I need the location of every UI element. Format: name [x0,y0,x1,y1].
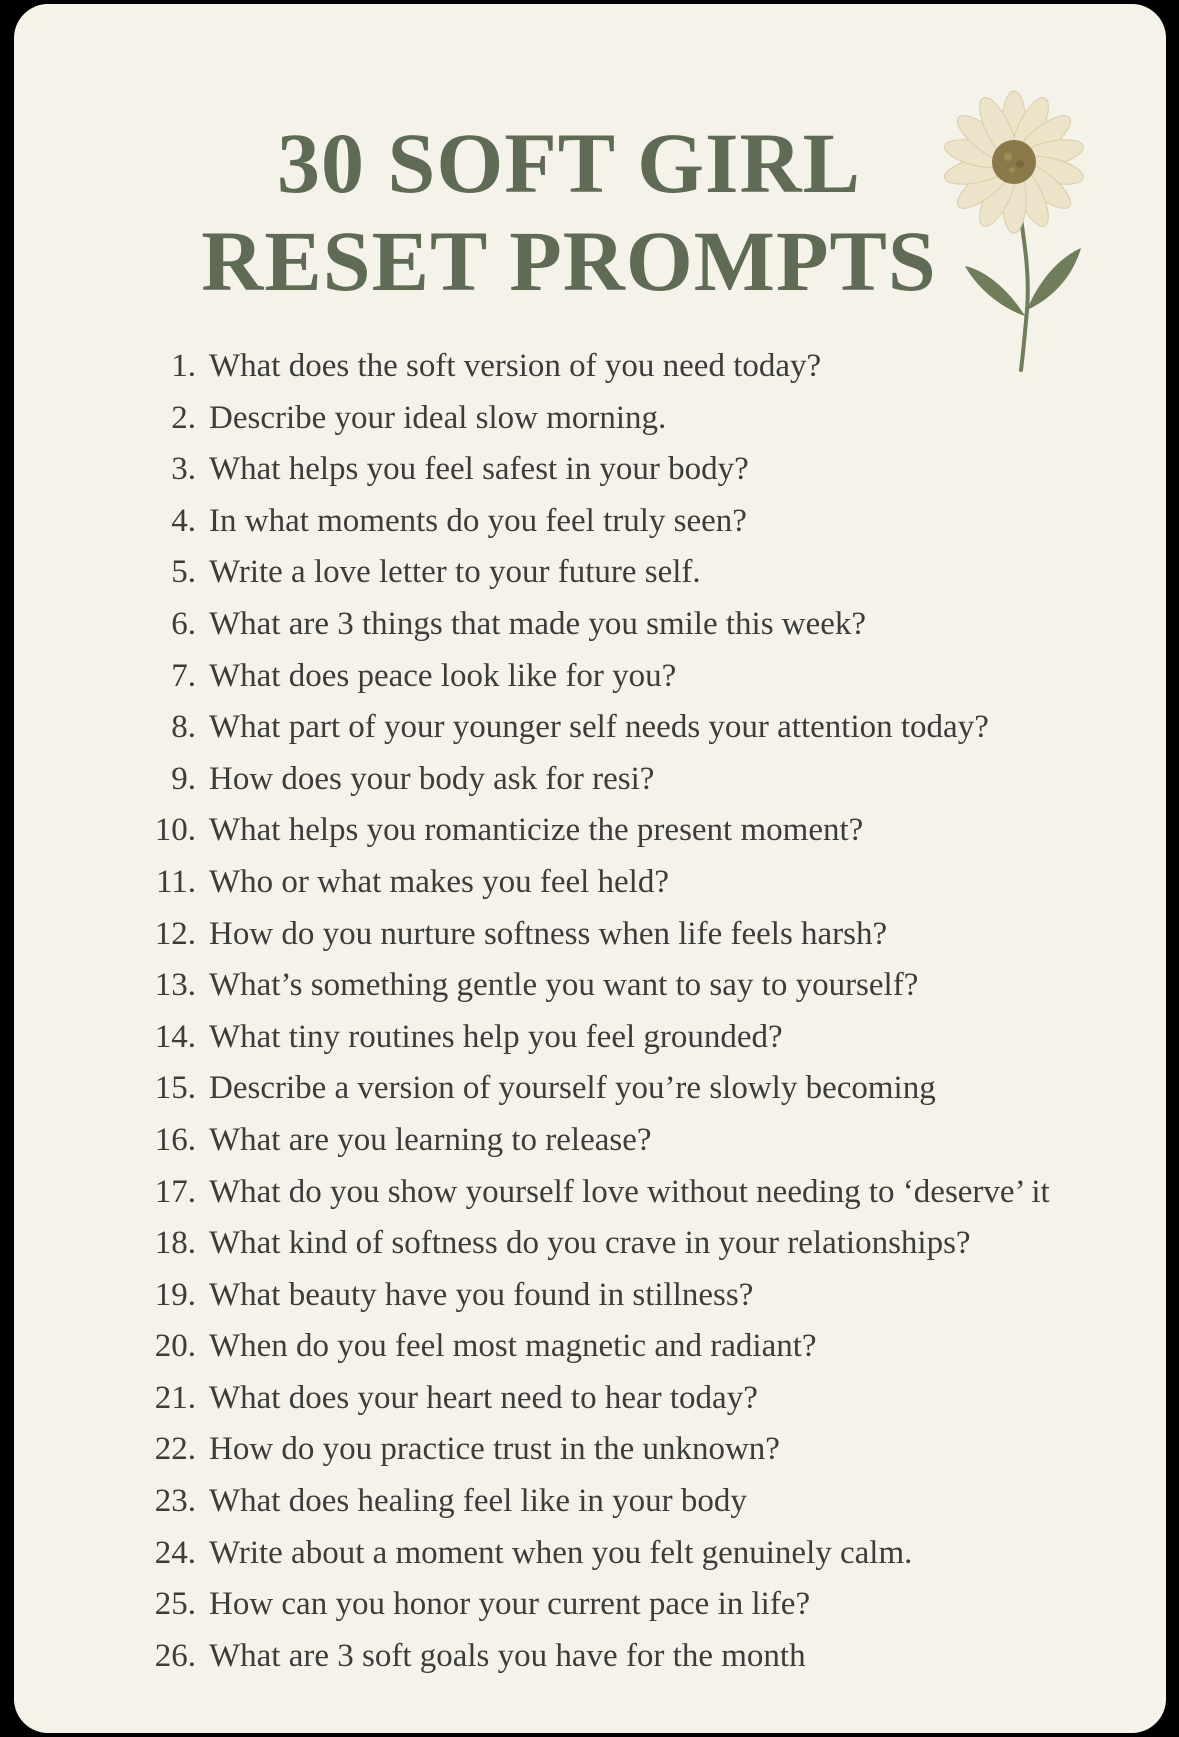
prompt-number: 9. [171,760,196,797]
prompt-number: 6. [171,605,196,642]
prompt-number: 20. [154,1328,196,1365]
prompt-list [14,348,1166,1689]
prompt-number: 18. [154,1225,196,1262]
page-title-line-1: 30 SOFT GIRL [277,115,861,211]
prompt-text: What’s something gentle you want to say to yourself? [209,967,919,1004]
prompt-text: How can you honor your current pace in life? [209,1586,811,1623]
prompt-text: What kind of softness do you crave in your relationships? [209,1225,971,1262]
page-title-line-2: RESET PROMPTS [201,213,937,309]
prompt-text: What part of your younger self needs your attention today? [209,709,989,746]
prompt-number: 19. [154,1276,196,1313]
prompt-number: 15. [154,1070,196,1107]
prompt-text: Write about a moment when you felt genuinely calm. [209,1534,913,1571]
prompt-text: Describe a version of yourself you’re slowly becoming [209,1070,936,1107]
list-item [14,1535,1166,1587]
list-item [14,1277,1166,1329]
prompt-card [14,4,1166,1733]
prompt-text: What does your heart need to hear today? [209,1379,758,1416]
prompt-text: What are 3 things that made you smile this week? [209,605,867,642]
list-item [14,916,1166,968]
prompt-number: 14. [154,1018,196,1055]
prompt-number: 11. [155,863,196,900]
list-item [14,1328,1166,1380]
list-item [14,1225,1166,1277]
prompt-number: 10. [154,812,196,849]
prompt-text: How do you practice trust in the unknown? [209,1431,780,1468]
list-item [14,1174,1166,1226]
list-item [14,761,1166,813]
prompt-number: 21. [154,1379,196,1416]
prompt-text: What tiny routines help you feel grounded? [209,1018,783,1055]
prompt-number: 5. [171,554,196,591]
prompt-text: Who or what makes you feel held? [209,863,670,900]
prompt-text: How do you nurture softness when life feels harsh? [209,915,888,952]
list-item [14,1122,1166,1174]
prompt-number: 3. [171,451,196,488]
prompt-text: Describe your ideal slow morning. [209,399,667,436]
prompt-number: 26. [154,1637,196,1674]
prompt-text: What does the soft version of you need today? [209,348,822,384]
prompt-number: 7. [171,657,196,694]
prompt-text: What helps you feel safest in your body? [209,451,749,488]
prompt-number: 4. [171,502,196,539]
list-item [14,1638,1166,1690]
prompt-text: What does healing feel like in your body [209,1483,747,1520]
prompt-number: 1. [171,348,196,384]
list-item [14,1019,1166,1071]
list-item [14,658,1166,710]
prompt-text: Write a love letter to your future self. [209,554,701,591]
list-item [14,1431,1166,1483]
prompt-text: When do you feel most magnetic and radiant? [209,1328,817,1365]
list-item [14,1586,1166,1638]
prompt-text: How does your body ask for resi? [209,760,655,797]
prompt-number: 16. [154,1121,196,1158]
prompt-text: What beauty have you found in stillness? [209,1276,754,1313]
list-item [14,554,1166,606]
prompt-text: What do you show yourself love without needing to ‘deserve’ it [209,1173,1050,1210]
prompt-text: In what moments do you feel truly seen? [209,502,747,539]
list-item [14,1380,1166,1432]
list-item [14,864,1166,916]
prompt-text: What helps you romanticize the present moment? [209,812,864,849]
prompt-text: What are 3 soft goals you have for the month [209,1637,806,1674]
list-item [14,400,1166,452]
list-item [14,812,1166,864]
prompt-text: What are you learning to release? [209,1121,652,1158]
list-item [14,606,1166,658]
prompt-number: 25. [154,1586,196,1623]
list-item [14,503,1166,555]
prompt-number: 17. [154,1173,196,1210]
prompt-number: 24. [154,1534,196,1571]
prompt-number: 2. [171,399,196,436]
prompt-number: 23. [154,1483,196,1520]
list-item [14,1483,1166,1535]
list-item [14,709,1166,761]
list-item [14,451,1166,503]
prompt-number: 12. [154,915,196,952]
prompt-text: What does peace look like for you? [209,657,677,694]
list-item [14,348,1166,400]
prompt-number: 13. [154,967,196,1004]
daisy-flower-icon [909,70,1119,380]
list-item [14,967,1166,1019]
prompt-number: 22. [154,1431,196,1468]
list-item [14,1070,1166,1122]
prompt-number: 8. [171,709,196,746]
